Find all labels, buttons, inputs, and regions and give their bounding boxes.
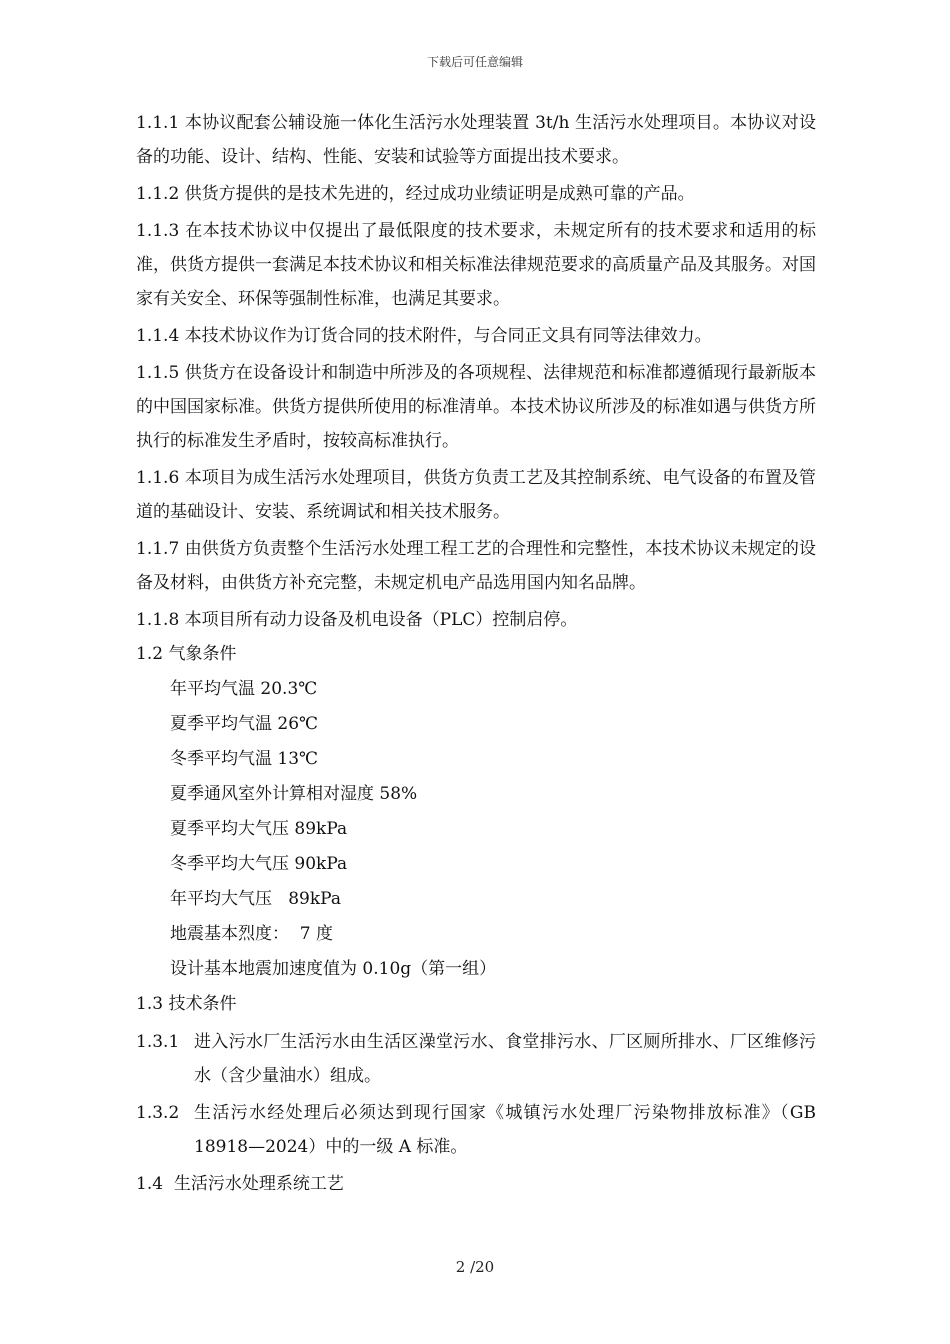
section-heading-1-4: 1.4 生活污水处理系统工艺 [136,1174,344,1194]
weather-item: 年平均气温 20.3℃ [170,679,318,699]
section-heading-1-2: 1.2 气象条件 [136,644,237,664]
clause-1-1-4: 1.1.4 本技术协议作为订货合同的技术附件，与合同正文具有同等法律效力。 [136,326,712,346]
weather-item: 夏季通风室外计算相对湿度 58% [170,784,418,804]
document-body [136,106,816,1202]
clause-1-1-7: 1.1.7 由供货方负责整个生活污水处理工程工艺的合理性和完整性，本技术协议未规定的设备及材料，由供货方补充完整，未规定机电产品选用国内知名品牌。 [136,539,816,593]
clause-text: 生活污水经处理后必须达到现行国家《城镇污水处理厂污染物排放标准》（GB 18918—2024）中的一级 A 标准。 [194,1103,816,1157]
clause-1-3-1 [136,1025,816,1093]
clause-1-1-1: 1.1.1 本协议配套公辅设施一体化生活污水处理装置 3t/h 生活污水处理项目。本协议对设备的功能、设计、结构、性能、安装和试验等方面提出技术要求。 [136,113,816,167]
clause-1-1-5: 1.1.5 供货方在设备设计和制造中所涉及的各项规程、法律规范和标准都遵循现行最新版本的中国国家标准。供货方提供所使用的标准清单。本技术协议所涉及的标准如遇与供货方所执行的标准发生矛盾时，按较高标准执行。 [136,363,816,451]
clause-text: 进入污水厂生活污水由生活区澡堂污水、食堂排污水、厂区厕所排水、厂区维修污水（含少量油水）组成。 [194,1032,816,1086]
weather-item: 冬季平均大气压 90kPa [170,854,348,874]
clause-number: 1.3.2 [136,1103,180,1123]
clause-1-3-2 [136,1096,816,1164]
weather-item: 年平均大气压 89kPa [170,889,341,909]
weather-item: 设计基本地震加速度值为 0.10g（第一组） [170,959,497,979]
clause-1-1-8: 1.1.8 本项目所有动力设备及机电设备（PLC）控制启停。 [136,610,578,630]
weather-item: 冬季平均气温 13℃ [170,749,319,769]
weather-item: 夏季平均气温 26℃ [170,714,319,734]
weather-item: 夏季平均大气压 89kPa [170,819,348,839]
section-heading-1-3: 1.3 技术条件 [136,994,237,1014]
page-number: 2 /20 [455,1258,495,1276]
clause-1-1-3: 1.1.3 在本技术协议中仅提出了最低限度的技术要求，未规定所有的技术要求和适用的标准，供货方提供一套满足本技术协议和相关标准法律规范要求的高质量产品及其服务。对国家有关安全、环保等强制性标准，也满足其要求。 [136,221,816,309]
weather-item: 地震基本烈度： 7 度 [170,924,334,944]
clause-number: 1.3.1 [136,1032,180,1052]
clause-1-1-6: 1.1.6 本项目为成生活污水处理项目，供货方负责工艺及其控制系统、电气设备的布置及管道的基础设计、安装、系统调试和相关技术服务。 [136,468,816,522]
clause-1-1-2: 1.1.2 供货方提供的是技术先进的，经过成功业绩证明是成熟可靠的产品。 [136,184,695,204]
page-header: 下载后可任意编辑 [426,55,523,69]
